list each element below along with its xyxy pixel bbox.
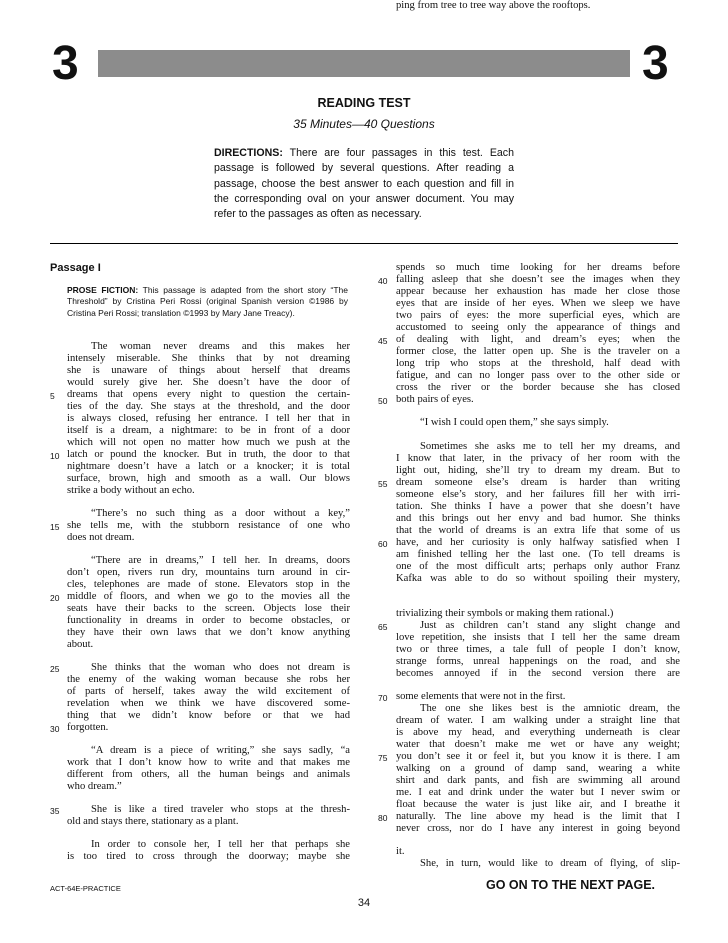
right-line: strange forms, unreal happenings on the road, and she — [396, 656, 680, 667]
right-line: light out, hiding, she’ll try to dream my dream. But to — [396, 465, 680, 476]
left-line: she is unaware of things about herself that dreams — [67, 365, 350, 376]
line-number: 70 — [378, 693, 388, 703]
right-line: that the world of dreams is an extra life that some of us — [396, 525, 680, 536]
section-number-left: 3 — [52, 37, 79, 90]
right-line: it. — [396, 846, 405, 857]
left-line: thing that we didn’t know before or that we had — [67, 710, 350, 721]
right-line: cross the river or the border because she has closed — [396, 382, 680, 393]
left-line: She thinks that the woman who does not dream is — [91, 662, 350, 673]
left-line: surface, brown, high and smooth as a wall. Our blows — [67, 473, 350, 484]
left-line: “A dream is a piece of writing,” she says sadly, “a — [91, 745, 350, 756]
left-line: different from others, all the human beings and animals — [67, 769, 350, 780]
left-line: is too tired to cross through the doorway; maybe she — [67, 851, 350, 862]
right-line: becomes annoyed if in the second version there are — [396, 668, 680, 679]
line-number: 35 — [50, 806, 60, 816]
line-number: 75 — [378, 753, 388, 763]
right-line: some elements that were not in the first. — [396, 691, 566, 702]
right-line: “I wish I could open them,” she says simply. — [420, 417, 609, 428]
directions-text: There are four passages in this test. Each passage is followed by several questions. After reading a passage, choose the best answer to each question and fill in the corresponding oval on your answer document. You may refer to the passages as often as necessary. — [214, 147, 514, 221]
left-line: latch or pound the knocker. But in truth, the door to that — [67, 449, 350, 460]
left-line: the enemy of the waking woman because she robs her — [67, 674, 350, 685]
intro-text: This passage is adapted from the short story “The Threshold” by Cristina Peri Rossi (original Spanish version ©1986 by Cristina Peri Rossi; translation ©1993 by Mary Jane Treacy). — [67, 285, 348, 318]
right-line: both pairs of eyes. — [396, 394, 474, 405]
left-line: forgotten. — [67, 722, 109, 733]
page-number: 34 — [357, 897, 371, 909]
right-line: I know that later, in the privacy of her room with the — [396, 453, 680, 464]
section-header-bar — [98, 50, 630, 77]
right-line: naturally. The line above my head is the limit that I — [396, 811, 680, 822]
right-line: long trip who stops at the threshold, half dead with — [396, 358, 680, 369]
right-line: fatigue, and can no longer pass over to the other side or — [396, 370, 680, 381]
right-line: someone else’s story, and her failures fill her with irri- — [396, 489, 680, 500]
left-line: does not dream. — [67, 532, 135, 543]
left-line: intensely miserable. She thinks that by not dreaming — [67, 353, 350, 364]
left-line: cles, telephones are made of stone. Elevators stop in the — [67, 579, 350, 590]
line-number: 50 — [378, 396, 388, 406]
left-line: revelation when we think we have discovered some- — [67, 698, 350, 709]
left-line: which will not open no matter how much we push at the — [67, 437, 350, 448]
right-line: Kafka was able to do so without spoiling their mystery, — [396, 573, 680, 584]
left-line: of parts of herself, takes away the wild excitement of — [67, 686, 350, 697]
left-line: nightmare doesn’t have a latch or a knocker; it is total — [67, 461, 350, 472]
right-line: tation. She thinks I have a power that she doesn’t have — [396, 501, 680, 512]
left-line: itself is a dream, a nightmare: to be in front of a door — [67, 425, 350, 436]
divider-rule — [50, 243, 678, 244]
right-line: two or three times, a tale full of people I don’t know, — [396, 644, 680, 655]
left-line: would surely give her. She doesn’t have the door of — [67, 377, 350, 388]
right-line: trivializing their symbols or making them rational.) — [396, 608, 614, 619]
left-line: she tells me, with the stubborn resistance of one who — [67, 520, 350, 531]
right-line: one of the most difficult arts; perhaps only author Franz — [396, 561, 680, 572]
left-line: don’t open, rivers run dry, mountains turn around in cir- — [67, 567, 350, 578]
right-line: dream of water. I am walking under a straight line that — [396, 715, 680, 726]
right-line: you don’t see it or feel it, but you know it is there. I am — [396, 751, 680, 762]
line-number: 60 — [378, 539, 388, 549]
right-line: me. I eat and drink under the water but I never swim or — [396, 787, 680, 798]
line-number: 5 — [50, 391, 55, 401]
passage-intro — [67, 285, 348, 319]
right-line: is above my head, and everything underneath is clear — [396, 727, 680, 738]
right-line: accustomed to seeing only the appearance of things and — [396, 322, 680, 333]
left-line: seats have their backs to the screen. Objects lose their — [67, 603, 350, 614]
left-line: “There are in dreams,” I tell her. In dreams, doors — [91, 555, 350, 566]
right-line: former close, the latter open up. She is the traveler on a — [396, 346, 680, 357]
line-number: 15 — [50, 522, 60, 532]
right-line: She, in turn, would like to dream of flying, of slip- — [420, 858, 680, 869]
right-line: and this brings out her envy and bad humor. She thinks — [396, 513, 680, 524]
right-line: ping from tree to tree way above the rooftops. — [396, 0, 591, 11]
left-line: work that I don’t know how to write and that makes me — [67, 757, 350, 768]
right-line: dream someone else’s dream is harder than writing — [396, 477, 680, 488]
line-number: 65 — [378, 622, 388, 632]
left-line: about. — [67, 639, 94, 650]
left-line: old and stays there, stationary as a plant. — [67, 816, 239, 827]
right-line: two pairs of eyes: the more superficial eyes, which are — [396, 310, 680, 321]
line-number: 30 — [50, 724, 60, 734]
directions-label: DIRECTIONS: — [214, 147, 283, 159]
left-line: The woman never dreams and this makes her — [91, 341, 350, 352]
left-line: dreams that opens every night to question the certain- — [67, 389, 350, 400]
right-line: shirt and dark pants, and fish are swimming all around — [396, 775, 680, 786]
left-line: who dream.” — [67, 781, 122, 792]
right-line: appear because her exhaustion has made her close those — [396, 286, 680, 297]
right-line: walking on a ground of damp sand, wearing a white — [396, 763, 680, 774]
left-line: She is like a tired traveler who stops at the thresh- — [91, 804, 350, 815]
form-code: ACT-64E-PRACTICE — [50, 884, 121, 893]
intro-label: PROSE FICTION: — [67, 285, 139, 295]
right-line: am finished telling her the last one. (To tell dreams is — [396, 549, 680, 560]
left-line: In order to console her, I tell her that perhaps she — [91, 839, 350, 850]
test-subtitle: 35 Minutes—40 Questions — [293, 117, 435, 131]
right-line: Sometimes she asks me to tell her my dreams, and — [420, 441, 680, 452]
line-number: 40 — [378, 276, 388, 286]
right-line: have, and her curiosity is only halfway satisfied when I — [396, 537, 680, 548]
passage-label: Passage I — [50, 262, 101, 274]
left-line: is always closed, refusing her entrance. I tell her that in — [67, 413, 350, 424]
line-number: 55 — [378, 479, 388, 489]
right-line: eyes that are inside of her eyes. When we sleep we have — [396, 298, 680, 309]
right-line: water that doesn’t make me wet or have any weight; — [396, 739, 680, 750]
right-line: float because the water is just like air, and I breathe it — [396, 799, 680, 810]
left-line: strike a body without an echo. — [67, 485, 195, 496]
left-line: middle of floors, and when we go to the movies all the — [67, 591, 350, 602]
directions — [214, 146, 514, 222]
left-line: they have their own laws that we don’t know anything — [67, 627, 350, 638]
section-number-right: 3 — [642, 37, 669, 90]
right-line: falling asleep that she doesn’t see the images when they — [396, 274, 680, 285]
left-line: functionality in dreams in order to become obstacles, or — [67, 615, 350, 626]
line-number: 20 — [50, 593, 60, 603]
right-line: Just as children can’t stand any slight change and — [420, 620, 680, 631]
go-on-notice: GO ON TO THE NEXT PAGE. — [486, 878, 656, 892]
left-line: “There’s no such thing as a door without a key,” — [91, 508, 350, 519]
line-number: 45 — [378, 336, 388, 346]
test-title: READING TEST — [317, 96, 411, 110]
right-line: spends so much time looking for her dreams before — [396, 262, 680, 273]
right-line: The one she likes best is the amniotic dream, the — [420, 703, 680, 714]
left-line: ties of the day. She stays at the threshold, and the door — [67, 401, 350, 412]
right-line: love repetition, she insists that I tell her the same dream — [396, 632, 680, 643]
line-number: 25 — [50, 664, 60, 674]
right-line: never cross, nor do I have any interest in going beyond — [396, 823, 680, 834]
line-number: 80 — [378, 813, 388, 823]
right-line: of dealing with light, and dream’s eyes; when the — [396, 334, 680, 345]
line-number: 10 — [50, 451, 60, 461]
